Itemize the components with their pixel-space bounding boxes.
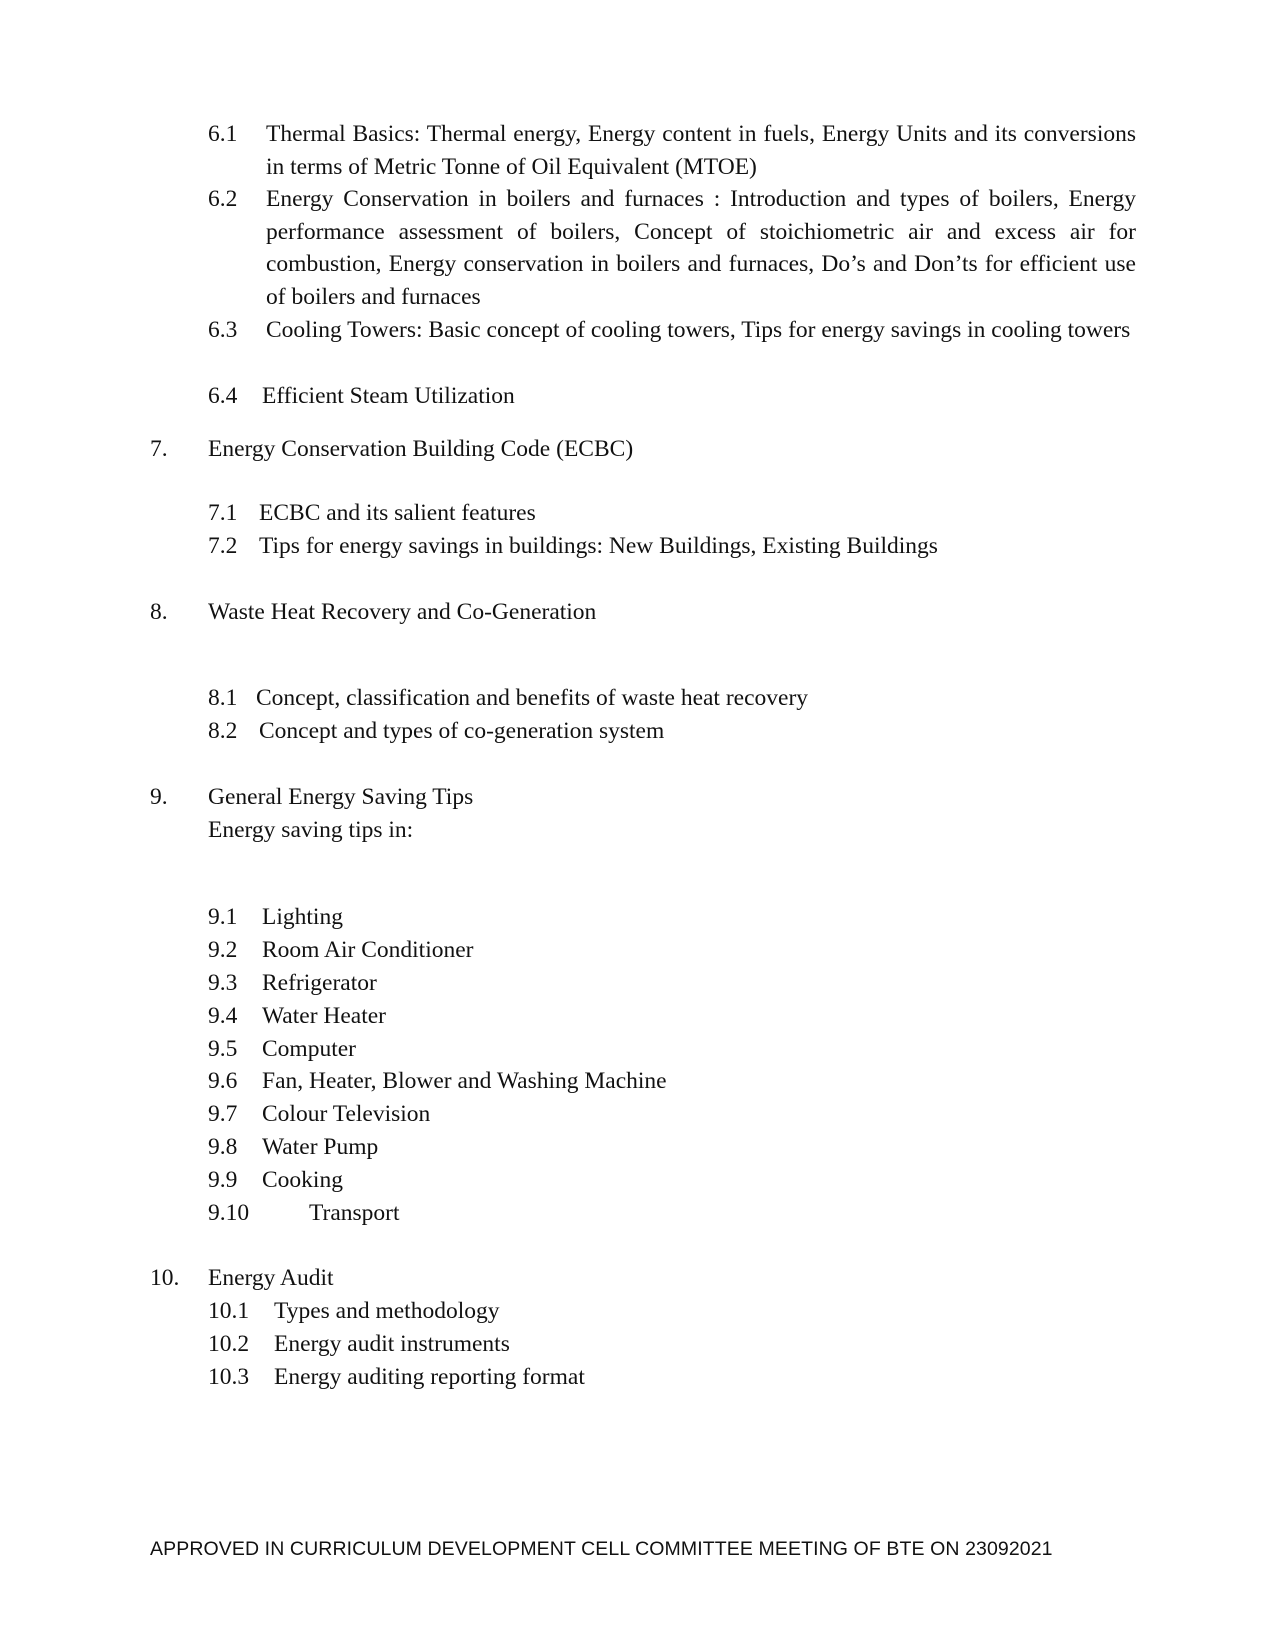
item-number: 6.3	[208, 317, 238, 343]
item-text: Computer	[262, 1036, 356, 1062]
section-number: 8.	[150, 599, 168, 625]
item-number: 9.7	[208, 1101, 238, 1127]
item-number: 7.1	[208, 500, 238, 526]
item-number: 7.2	[208, 533, 238, 559]
item-text: Efficient Steam Utilization	[262, 383, 515, 409]
item-number: 9.6	[208, 1068, 238, 1094]
item-number: 6.2	[208, 186, 238, 212]
item-number: 9.2	[208, 937, 238, 963]
item-number: 6.4	[208, 383, 238, 409]
item-text: Room Air Conditioner	[262, 937, 474, 963]
item-number: 8.1	[208, 685, 238, 711]
item-text: ECBC and its salient features	[259, 500, 536, 526]
item-text: Energy Conservation in boilers and furnaces : Introduction and types of boilers, Energy performance assessment of boilers, Concept of stoichiometric air and excess air for combustion, Energy conservation in boilers and furnaces, Do’s and Don’ts for efficient use of boilers and furnaces	[266, 186, 1136, 310]
item-text: Types and methodology	[274, 1298, 500, 1324]
item-text: Fan, Heater, Blower and Washing Machine	[262, 1068, 667, 1094]
item-text: Concept and types of co-generation system	[259, 718, 665, 744]
section-title: Waste Heat Recovery and Co-Generation	[208, 599, 597, 625]
item-number: 9.3	[208, 970, 238, 996]
item-number: 9.10	[208, 1200, 250, 1226]
item-number: 9.5	[208, 1036, 238, 1062]
item-number: 10.3	[208, 1364, 250, 1390]
section-title: General Energy Saving Tips	[208, 784, 474, 810]
item-text: Transport	[309, 1200, 400, 1226]
item-number: 9.1	[208, 904, 238, 930]
page-footer: APPROVED IN CURRICULUM DEVELOPMENT CELL COMMITTEE MEETING OF BTE ON 23092021	[150, 1538, 1053, 1560]
section-subtitle: Energy saving tips in:	[208, 817, 414, 843]
item-text: Cooking	[262, 1167, 343, 1193]
section-title: Energy Conservation Building Code (ECBC)	[208, 436, 634, 462]
item-text: Tips for energy savings in buildings: New Buildings, Existing Buildings	[259, 533, 938, 559]
item-text: Colour Television	[262, 1101, 431, 1127]
section-number: 10.	[150, 1265, 180, 1291]
item-text: Energy auditing reporting format	[274, 1364, 585, 1390]
item-text: Thermal Basics: Thermal energy, Energy content in fuels, Energy Units and its conversions in terms of Metric Tonne of Oil Equivalent (MTOE)	[266, 121, 1136, 180]
item-number: 9.4	[208, 1003, 238, 1029]
item-text: Refrigerator	[262, 970, 377, 996]
item-text: Water Pump	[262, 1134, 379, 1160]
item-number: 9.8	[208, 1134, 238, 1160]
item-number: 6.1	[208, 121, 238, 147]
item-text: Concept, classification and benefits of waste heat recovery	[256, 685, 809, 711]
item-text: Cooling Towers: Basic concept of cooling towers, Tips for energy savings in cooling towers	[266, 317, 1131, 343]
item-text: Lighting	[262, 904, 343, 930]
item-number: 8.2	[208, 718, 238, 744]
item-text: Water Heater	[262, 1003, 387, 1029]
section-title: Energy Audit	[208, 1265, 334, 1291]
item-text: Energy audit instruments	[274, 1331, 510, 1357]
item-number: 10.1	[208, 1298, 250, 1324]
section-number: 9.	[150, 784, 168, 810]
section-number: 7.	[150, 436, 168, 462]
item-number: 9.9	[208, 1167, 238, 1193]
item-number: 10.2	[208, 1331, 250, 1357]
